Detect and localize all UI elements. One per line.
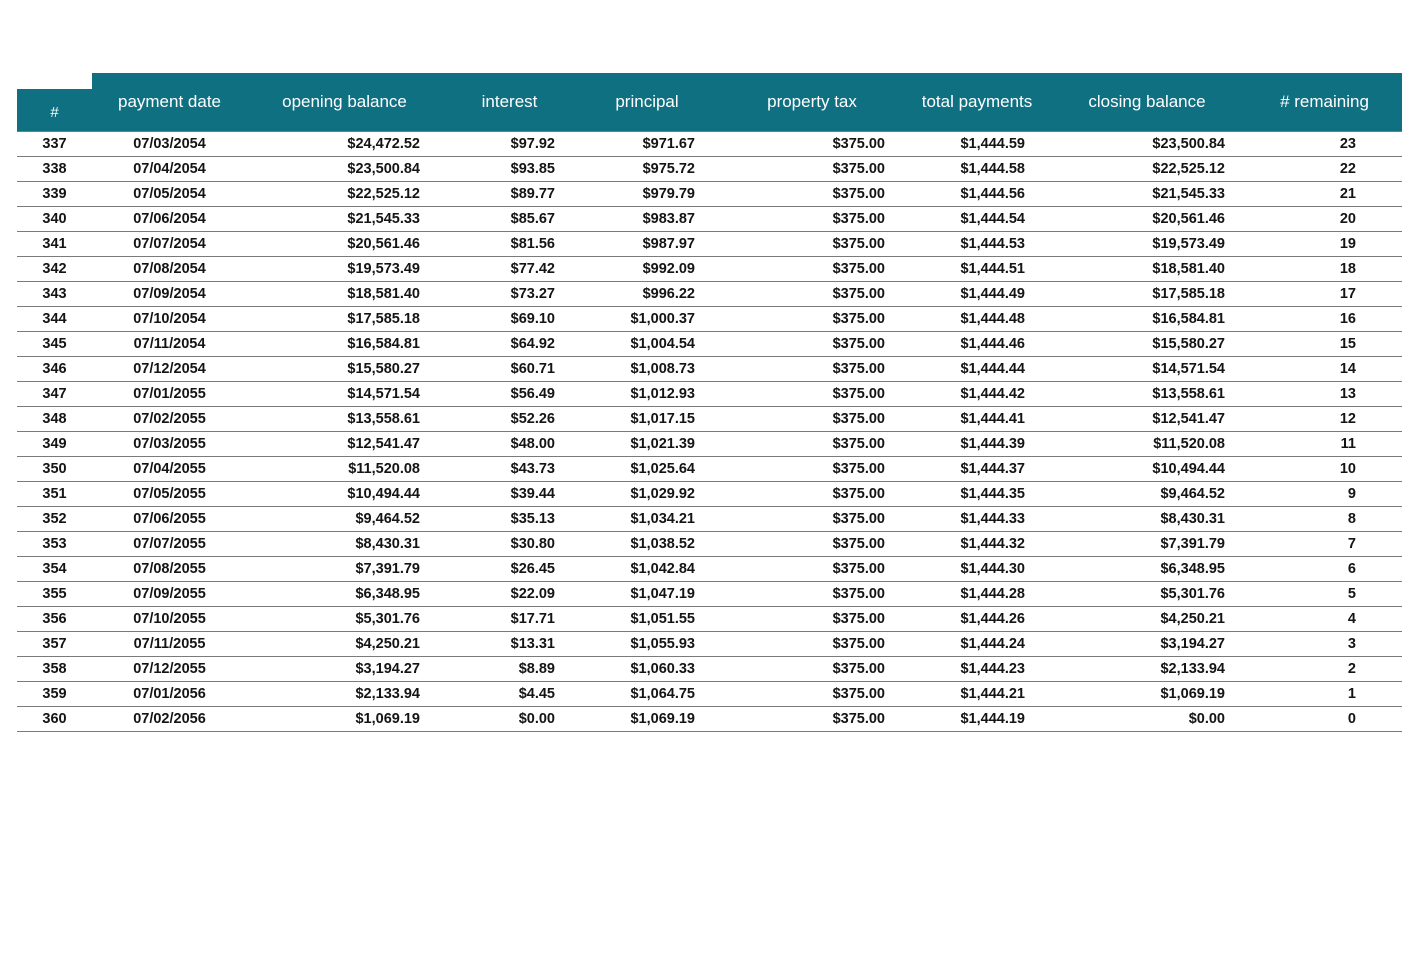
cell-opening-balance[interactable]: $16,584.81 [247, 331, 442, 356]
cell-payment-date[interactable]: 07/12/2054 [92, 356, 247, 381]
cell-total-payments[interactable]: $1,444.35 [907, 481, 1047, 506]
cell-property-tax[interactable]: $375.00 [717, 206, 907, 231]
cell-interest[interactable]: $39.44 [442, 481, 577, 506]
cell-remaining[interactable]: 2 [1247, 656, 1402, 681]
cell-num[interactable]: 342 [17, 256, 92, 281]
cell-total-payments[interactable]: $1,444.58 [907, 156, 1047, 181]
cell-property-tax[interactable]: $375.00 [717, 406, 907, 431]
cell-closing-balance[interactable]: $14,571.54 [1047, 356, 1247, 381]
cell-total-payments[interactable]: $1,444.24 [907, 631, 1047, 656]
amortization-table [17, 73, 1402, 732]
cell-principal[interactable]: $1,029.92 [577, 481, 717, 506]
cell-interest[interactable]: $89.77 [442, 181, 577, 206]
cell-property-tax[interactable]: $375.00 [717, 506, 907, 531]
cell-property-tax[interactable]: $375.00 [717, 656, 907, 681]
cell-payment-date[interactable]: 07/07/2055 [92, 531, 247, 556]
cell-closing-balance[interactable]: $5,301.76 [1047, 581, 1247, 606]
cell-principal[interactable]: $1,021.39 [577, 431, 717, 456]
cell-principal[interactable]: $1,025.64 [577, 456, 717, 481]
cell-total-payments[interactable]: $1,444.39 [907, 431, 1047, 456]
table-row [17, 406, 1402, 431]
cell-principal[interactable]: $1,069.19 [577, 706, 717, 731]
cell-closing-balance[interactable]: $20,561.46 [1047, 206, 1247, 231]
cell-num[interactable]: 343 [17, 281, 92, 306]
cell-remaining[interactable]: 0 [1247, 706, 1402, 731]
column-header-total-payments[interactable]: total payments [907, 73, 1047, 131]
cell-property-tax[interactable]: $375.00 [717, 431, 907, 456]
cell-remaining[interactable]: 1 [1247, 681, 1402, 706]
cell-total-payments[interactable]: $1,444.59 [907, 131, 1047, 156]
table-row [17, 306, 1402, 331]
cell-principal[interactable]: $987.97 [577, 231, 717, 256]
cell-opening-balance[interactable]: $21,545.33 [247, 206, 442, 231]
cell-num[interactable]: 347 [17, 381, 92, 406]
cell-closing-balance[interactable]: $9,464.52 [1047, 481, 1247, 506]
cell-interest[interactable]: $8.89 [442, 656, 577, 681]
table-row [17, 431, 1402, 456]
cell-interest[interactable]: $97.92 [442, 131, 577, 156]
cell-total-payments[interactable]: $1,444.19 [907, 706, 1047, 731]
cell-principal[interactable]: $1,042.84 [577, 556, 717, 581]
cell-num[interactable]: 337 [17, 131, 92, 156]
cell-payment-date[interactable]: 07/11/2054 [92, 331, 247, 356]
cell-property-tax[interactable]: $375.00 [717, 531, 907, 556]
cell-remaining[interactable]: 21 [1247, 181, 1402, 206]
cell-total-payments[interactable]: $1,444.48 [907, 306, 1047, 331]
cell-remaining[interactable]: 20 [1247, 206, 1402, 231]
cell-payment-date[interactable]: 07/09/2054 [92, 281, 247, 306]
cell-principal[interactable]: $1,047.19 [577, 581, 717, 606]
table-row [17, 256, 1402, 281]
cell-principal[interactable]: $1,034.21 [577, 506, 717, 531]
cell-closing-balance[interactable]: $1,069.19 [1047, 681, 1247, 706]
cell-property-tax[interactable]: $375.00 [717, 556, 907, 581]
cell-payment-date[interactable]: 07/08/2055 [92, 556, 247, 581]
cell-closing-balance[interactable]: $10,494.44 [1047, 456, 1247, 481]
column-header-num[interactable]: # [17, 73, 92, 131]
cell-total-payments[interactable]: $1,444.30 [907, 556, 1047, 581]
cell-opening-balance[interactable]: $18,581.40 [247, 281, 442, 306]
cell-opening-balance[interactable]: $6,348.95 [247, 581, 442, 606]
cell-closing-balance[interactable]: $17,585.18 [1047, 281, 1247, 306]
cell-property-tax[interactable]: $375.00 [717, 331, 907, 356]
cell-principal[interactable]: $1,038.52 [577, 531, 717, 556]
cell-remaining[interactable]: 17 [1247, 281, 1402, 306]
cell-remaining[interactable]: 18 [1247, 256, 1402, 281]
cell-remaining[interactable]: 7 [1247, 531, 1402, 556]
table-row [17, 381, 1402, 406]
cell-payment-date[interactable]: 07/03/2055 [92, 431, 247, 456]
cell-closing-balance[interactable]: $13,558.61 [1047, 381, 1247, 406]
cell-total-payments[interactable]: $1,444.26 [907, 606, 1047, 631]
cell-opening-balance[interactable]: $3,194.27 [247, 656, 442, 681]
cell-opening-balance[interactable]: $10,494.44 [247, 481, 442, 506]
cell-payment-date[interactable]: 07/12/2055 [92, 656, 247, 681]
cell-remaining[interactable]: 10 [1247, 456, 1402, 481]
cell-closing-balance[interactable]: $15,580.27 [1047, 331, 1247, 356]
cell-property-tax[interactable]: $375.00 [717, 681, 907, 706]
cell-opening-balance[interactable]: $24,472.52 [247, 131, 442, 156]
cell-num[interactable]: 349 [17, 431, 92, 456]
cell-num[interactable]: 341 [17, 231, 92, 256]
cell-property-tax[interactable]: $375.00 [717, 281, 907, 306]
table-row [17, 231, 1402, 256]
cell-opening-balance[interactable]: $20,561.46 [247, 231, 442, 256]
cell-interest[interactable]: $85.67 [442, 206, 577, 231]
cell-property-tax[interactable]: $375.00 [717, 356, 907, 381]
cell-closing-balance[interactable]: $8,430.31 [1047, 506, 1247, 531]
table-row [17, 181, 1402, 206]
cell-payment-date[interactable]: 07/05/2054 [92, 181, 247, 206]
cell-closing-balance[interactable]: $22,525.12 [1047, 156, 1247, 181]
cell-interest[interactable]: $64.92 [442, 331, 577, 356]
cell-opening-balance[interactable]: $9,464.52 [247, 506, 442, 531]
cell-closing-balance[interactable]: $18,581.40 [1047, 256, 1247, 281]
cell-remaining[interactable]: 8 [1247, 506, 1402, 531]
table-header-row [17, 73, 1402, 131]
cell-opening-balance[interactable]: $19,573.49 [247, 256, 442, 281]
cell-principal[interactable]: $983.87 [577, 206, 717, 231]
cell-interest[interactable]: $56.49 [442, 381, 577, 406]
cell-principal[interactable]: $1,000.37 [577, 306, 717, 331]
cell-property-tax[interactable]: $375.00 [717, 231, 907, 256]
cell-closing-balance[interactable]: $4,250.21 [1047, 606, 1247, 631]
cell-payment-date[interactable]: 07/01/2056 [92, 681, 247, 706]
cell-opening-balance[interactable]: $12,541.47 [247, 431, 442, 456]
cell-opening-balance[interactable]: $17,585.18 [247, 306, 442, 331]
cell-closing-balance[interactable]: $16,584.81 [1047, 306, 1247, 331]
cell-remaining[interactable]: 22 [1247, 156, 1402, 181]
cell-payment-date[interactable]: 07/08/2054 [92, 256, 247, 281]
cell-interest[interactable]: $60.71 [442, 356, 577, 381]
cell-property-tax[interactable]: $375.00 [717, 606, 907, 631]
cell-remaining[interactable]: 6 [1247, 556, 1402, 581]
cell-num[interactable]: 340 [17, 206, 92, 231]
cell-payment-date[interactable]: 07/07/2054 [92, 231, 247, 256]
cell-num[interactable]: 358 [17, 656, 92, 681]
cell-total-payments[interactable]: $1,444.21 [907, 681, 1047, 706]
cell-principal[interactable]: $1,055.93 [577, 631, 717, 656]
cell-payment-date[interactable]: 07/01/2055 [92, 381, 247, 406]
cell-interest[interactable]: $13.31 [442, 631, 577, 656]
cell-interest[interactable]: $17.71 [442, 606, 577, 631]
table-row [17, 156, 1402, 181]
cell-property-tax[interactable]: $375.00 [717, 156, 907, 181]
cell-num[interactable]: 348 [17, 406, 92, 431]
cell-num[interactable]: 360 [17, 706, 92, 731]
cell-remaining[interactable]: 11 [1247, 431, 1402, 456]
cell-payment-date[interactable]: 07/10/2054 [92, 306, 247, 331]
cell-total-payments[interactable]: $1,444.37 [907, 456, 1047, 481]
cell-remaining[interactable]: 5 [1247, 581, 1402, 606]
cell-num[interactable]: 353 [17, 531, 92, 556]
table-row [17, 456, 1402, 481]
cell-total-payments[interactable]: $1,444.42 [907, 381, 1047, 406]
table-row [17, 656, 1402, 681]
cell-closing-balance[interactable]: $12,541.47 [1047, 406, 1247, 431]
cell-closing-balance[interactable]: $11,520.08 [1047, 431, 1247, 456]
cell-total-payments[interactable]: $1,444.23 [907, 656, 1047, 681]
cell-num[interactable]: 359 [17, 681, 92, 706]
cell-num[interactable]: 346 [17, 356, 92, 381]
cell-num[interactable]: 338 [17, 156, 92, 181]
cell-opening-balance[interactable]: $1,069.19 [247, 706, 442, 731]
cell-opening-balance[interactable]: $22,525.12 [247, 181, 442, 206]
cell-principal[interactable]: $1,004.54 [577, 331, 717, 356]
cell-closing-balance[interactable]: $7,391.79 [1047, 531, 1247, 556]
cell-interest[interactable]: $35.13 [442, 506, 577, 531]
cell-interest[interactable]: $81.56 [442, 231, 577, 256]
cell-num[interactable]: 339 [17, 181, 92, 206]
cell-interest[interactable]: $30.80 [442, 531, 577, 556]
cell-interest[interactable]: $48.00 [442, 431, 577, 456]
cell-num[interactable]: 354 [17, 556, 92, 581]
cell-property-tax[interactable]: $375.00 [717, 456, 907, 481]
cell-opening-balance[interactable]: $13,558.61 [247, 406, 442, 431]
cell-opening-balance[interactable]: $7,391.79 [247, 556, 442, 581]
spreadsheet-area [0, 73, 1414, 966]
cell-remaining[interactable]: 3 [1247, 631, 1402, 656]
cell-principal[interactable]: $1,064.75 [577, 681, 717, 706]
cell-closing-balance[interactable]: $6,348.95 [1047, 556, 1247, 581]
cell-payment-date[interactable]: 07/04/2054 [92, 156, 247, 181]
cell-num[interactable]: 352 [17, 506, 92, 531]
cell-principal[interactable]: $979.79 [577, 181, 717, 206]
cell-total-payments[interactable]: $1,444.56 [907, 181, 1047, 206]
cell-num[interactable]: 351 [17, 481, 92, 506]
column-header-property-tax[interactable]: property tax [717, 73, 907, 131]
cell-remaining[interactable]: 15 [1247, 331, 1402, 356]
table-row [17, 631, 1402, 656]
cell-interest[interactable]: $26.45 [442, 556, 577, 581]
cell-num[interactable]: 350 [17, 456, 92, 481]
table-row [17, 506, 1402, 531]
cell-property-tax[interactable]: $375.00 [717, 131, 907, 156]
cell-principal[interactable]: $1,012.93 [577, 381, 717, 406]
cell-total-payments[interactable]: $1,444.32 [907, 531, 1047, 556]
cell-interest[interactable]: $73.27 [442, 281, 577, 306]
cell-remaining[interactable]: 14 [1247, 356, 1402, 381]
cell-remaining[interactable]: 16 [1247, 306, 1402, 331]
cell-total-payments[interactable]: $1,444.49 [907, 281, 1047, 306]
cell-opening-balance[interactable]: $15,580.27 [247, 356, 442, 381]
cell-property-tax[interactable]: $375.00 [717, 481, 907, 506]
cell-payment-date[interactable]: 07/06/2054 [92, 206, 247, 231]
column-header-closing-balance[interactable]: closing balance [1047, 73, 1247, 131]
cell-interest[interactable]: $22.09 [442, 581, 577, 606]
cell-payment-date[interactable]: 07/03/2054 [92, 131, 247, 156]
cell-payment-date[interactable]: 07/04/2055 [92, 456, 247, 481]
table-body [17, 131, 1402, 731]
column-header-interest[interactable]: interest [442, 73, 577, 131]
cell-payment-date[interactable]: 07/02/2056 [92, 706, 247, 731]
cell-property-tax[interactable]: $375.00 [717, 256, 907, 281]
cell-property-tax[interactable]: $375.00 [717, 706, 907, 731]
cell-num[interactable]: 345 [17, 331, 92, 356]
table-row [17, 581, 1402, 606]
cell-total-payments[interactable]: $1,444.54 [907, 206, 1047, 231]
cell-interest[interactable]: $69.10 [442, 306, 577, 331]
cell-principal[interactable]: $971.67 [577, 131, 717, 156]
column-header-opening-balance[interactable]: opening balance [247, 73, 442, 131]
cell-closing-balance[interactable]: $21,545.33 [1047, 181, 1247, 206]
table-row [17, 706, 1402, 731]
cell-remaining[interactable]: 23 [1247, 131, 1402, 156]
column-header-payment-date[interactable]: payment date [92, 73, 247, 131]
cell-total-payments[interactable]: $1,444.41 [907, 406, 1047, 431]
cell-opening-balance[interactable]: $14,571.54 [247, 381, 442, 406]
cell-opening-balance[interactable]: $4,250.21 [247, 631, 442, 656]
cell-opening-balance[interactable]: $23,500.84 [247, 156, 442, 181]
cell-closing-balance[interactable]: $3,194.27 [1047, 631, 1247, 656]
cell-total-payments[interactable]: $1,444.28 [907, 581, 1047, 606]
cell-principal[interactable]: $975.72 [577, 156, 717, 181]
column-header-remaining[interactable]: # remaining [1247, 73, 1402, 131]
table-row [17, 481, 1402, 506]
cell-opening-balance[interactable]: $8,430.31 [247, 531, 442, 556]
cell-num[interactable]: 356 [17, 606, 92, 631]
cell-payment-date[interactable]: 07/09/2055 [92, 581, 247, 606]
table-row [17, 531, 1402, 556]
cell-interest[interactable]: $4.45 [442, 681, 577, 706]
cell-property-tax[interactable]: $375.00 [717, 306, 907, 331]
cell-num[interactable]: 344 [17, 306, 92, 331]
cell-opening-balance[interactable]: $2,133.94 [247, 681, 442, 706]
cell-remaining[interactable]: 4 [1247, 606, 1402, 631]
cell-payment-date[interactable]: 07/02/2055 [92, 406, 247, 431]
cell-interest[interactable]: $0.00 [442, 706, 577, 731]
cell-principal[interactable]: $996.22 [577, 281, 717, 306]
cell-interest[interactable]: $93.85 [442, 156, 577, 181]
table-row [17, 206, 1402, 231]
cell-interest[interactable]: $52.26 [442, 406, 577, 431]
cell-payment-date[interactable]: 07/11/2055 [92, 631, 247, 656]
cell-opening-balance[interactable]: $5,301.76 [247, 606, 442, 631]
cell-num[interactable]: 355 [17, 581, 92, 606]
cell-opening-balance[interactable]: $11,520.08 [247, 456, 442, 481]
table-row [17, 681, 1402, 706]
cell-principal[interactable]: $1,017.15 [577, 406, 717, 431]
cell-property-tax[interactable]: $375.00 [717, 381, 907, 406]
cell-remaining[interactable]: 13 [1247, 381, 1402, 406]
cell-interest[interactable]: $77.42 [442, 256, 577, 281]
column-header-principal[interactable]: principal [577, 73, 717, 131]
cell-remaining[interactable]: 9 [1247, 481, 1402, 506]
table-row [17, 556, 1402, 581]
cell-total-payments[interactable]: $1,444.53 [907, 231, 1047, 256]
cell-closing-balance[interactable]: $23,500.84 [1047, 131, 1247, 156]
table-row [17, 606, 1402, 631]
cell-property-tax[interactable]: $375.00 [717, 581, 907, 606]
cell-payment-date[interactable]: 07/10/2055 [92, 606, 247, 631]
cell-remaining[interactable]: 12 [1247, 406, 1402, 431]
cell-principal[interactable]: $1,051.55 [577, 606, 717, 631]
cell-principal[interactable]: $1,060.33 [577, 656, 717, 681]
table-row [17, 356, 1402, 381]
cell-principal[interactable]: $992.09 [577, 256, 717, 281]
cell-property-tax[interactable]: $375.00 [717, 181, 907, 206]
cell-closing-balance[interactable]: $0.00 [1047, 706, 1247, 731]
cell-total-payments[interactable]: $1,444.51 [907, 256, 1047, 281]
cell-remaining[interactable]: 19 [1247, 231, 1402, 256]
cell-num[interactable]: 357 [17, 631, 92, 656]
cell-closing-balance[interactable]: $19,573.49 [1047, 231, 1247, 256]
table-row [17, 131, 1402, 156]
cell-payment-date[interactable]: 07/06/2055 [92, 506, 247, 531]
cell-total-payments[interactable]: $1,444.44 [907, 356, 1047, 381]
cell-payment-date[interactable]: 07/05/2055 [92, 481, 247, 506]
cell-interest[interactable]: $43.73 [442, 456, 577, 481]
cell-total-payments[interactable]: $1,444.33 [907, 506, 1047, 531]
cell-principal[interactable]: $1,008.73 [577, 356, 717, 381]
table-row [17, 331, 1402, 356]
cell-closing-balance[interactable]: $2,133.94 [1047, 656, 1247, 681]
table-row [17, 281, 1402, 306]
cell-total-payments[interactable]: $1,444.46 [907, 331, 1047, 356]
cell-property-tax[interactable]: $375.00 [717, 631, 907, 656]
